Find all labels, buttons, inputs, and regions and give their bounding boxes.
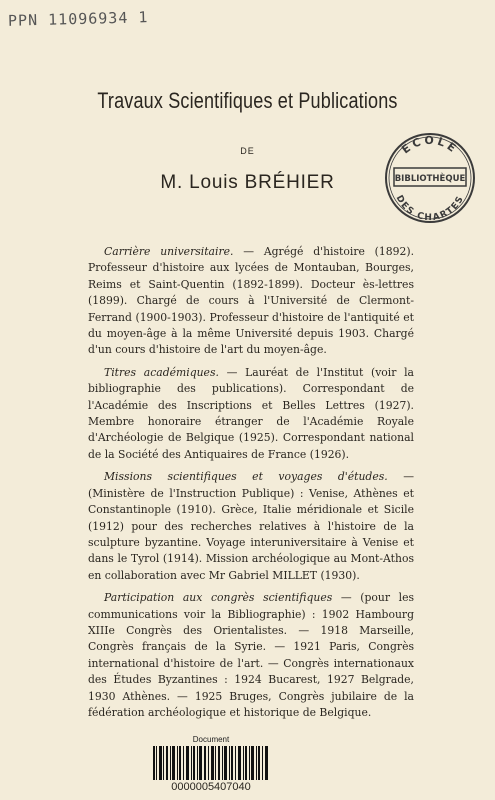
section-paragraph [88,590,414,721]
section-text: — Lauréat de l'Institut (voir la bibliographie des publications). Correspondant de l'Académie des Inscriptions et Belles Lettres (1927). Membre honoraire étranger de l'Académie Royale d'Archéologie de Belgique (1925). Correspondant national de la Société des Antiquaires de France (1926). [88,365,414,461]
stamp-bottom-text: DES CHARTES [393,193,467,224]
stamp-top-text: ECOLE [399,133,461,157]
page-title: Travaux Scientifiques et Publications [97,88,398,113]
section-text: — Agrégé d'histoire (1892). Professeur d'histoire aux lycées de Montauban, Bourges, Reims et Saint-Quentin (1892-1899). Docteur ès-lettres (1899). Chargé de cours à l'Université de Clermont-Ferrand (1900-1903). Professeur d'histoire de l'antiquité et du moyen-âge à la même Université depuis 1903. Chargé d'un cours d'histoire de l'art du moyen-âge. [88,245,415,357]
section-text: — (Ministère de l'Instruction Publique) : Venise, Athènes et Constantinople (1910). Grèce, Italie méridionale et Sicile (1912) pour des recherches relatives à l'histoire de la sculpture byzantine. Voyage interuniversitaire à Venise et dans le Tyrol (1914). Mission archéologique au Mont-Athos en collaboration avec Mr Gabriel MILLET (1930). [88,470,415,582]
section-heading: Missions scientifiques et voyages d'études. [104,470,388,484]
by-label: DE [240,146,255,156]
section-heading: Titres académiques. [104,365,219,379]
stamp-middle-text: BIBLIOTHÈQUE [394,174,466,184]
body-text [88,244,414,727]
svg-text:DES CHARTES [394,194,467,223]
section-paragraph [88,244,414,359]
section-paragraph [88,469,414,584]
barcode-icon [151,746,271,780]
svg-text:ECOLE [399,134,460,157]
handwritten-reference: PPN 11096934 1 [7,8,149,30]
section-text: — (pour les communications voir la Bibliographie) : 1902 Hambourg XIIIe Congrès des Orientalistes. — 1918 Marseille, Congrès français de la Syrie. — 1921 Paris, Congrès international d'histoire de l'art. — Congrès internationaux des Études Byzantines : 1924 Bucarest, 1927 Belgrade, 1930 Athènes. — 1925 Bruges, Congrès jubilaire de la fédération archéologique et historique de Belgique. [88,591,414,719]
barcode-caption: Document [192,735,230,744]
section-paragraph [88,365,414,463]
library-stamp [380,128,480,228]
barcode-label [150,735,272,793]
author-name: M. Louis BRÉHIER [160,172,335,193]
section-heading: Participation aux congrès scientifiques [104,591,333,605]
section-heading: Carrière universitaire. [104,245,234,258]
stamp-seal-icon [380,128,480,228]
barcode-number: 0000005407040 [171,781,251,793]
